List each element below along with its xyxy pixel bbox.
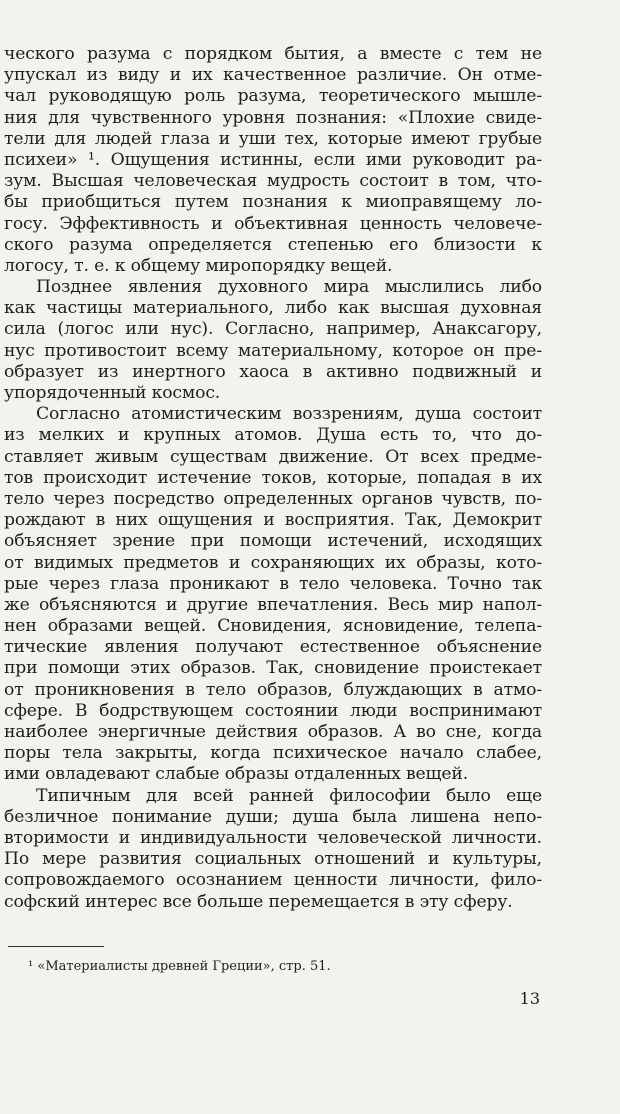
text-line: сопровождаемого осознанием ценности личности, фило- [4,870,542,891]
footnote-marker: ¹ [28,959,34,974]
text-line: наиболее энергичные действия образов. А во сне, когда [4,722,542,742]
text-line: из мелких и крупных атомов. Душа есть то, что до- [4,425,542,446]
text-line: упорядоченный космос. [4,383,221,403]
page-number: 13 [519,989,540,1008]
footnote-divider [8,946,104,947]
text-line: образует из инертного хаоса в активно подвижный и [4,361,542,382]
text-line: тов происходит истечение токов, которые, попадая в их [4,467,542,488]
text-line: ставляет живым существам движение. От всех предме- [4,446,542,467]
text-line: при помощи этих образов. Так, сновидение проистекает [4,658,542,679]
text-line: логосу, т. е. к общему миропорядку вещей. [4,255,393,276]
text-line: вторимости и индивидуальности человеческой личности. [4,827,542,848]
text-line: чал руководящую роль разума, теоретического мышле- [4,86,542,107]
text-line: Согласно атомистическим воззрениям, душа состоит [36,404,542,425]
text-line: психеи» ¹. Ощущения истинны, если ими руководит ра- [4,149,542,170]
text-line: нен образами вещей. Сновидения, ясновидение, телепа- [4,616,542,637]
paragraph-4 [4,786,542,913]
text-line: нус противостоит всему материальному, которое он пре- [4,340,542,361]
text-line: безличное понимание души; душа была лишена непо- [4,806,542,827]
text-line: ими овладевают слабые образы отдаленных вещей. [4,764,469,785]
footnote-text: «Материалисты древней Греции», стр. 51. [37,959,331,974]
text-line: По мере развития социальных отношений и культуры, [4,849,542,870]
text-line: бы приобщиться путем познания к миоправящему ло- [4,192,542,213]
text-line: ского разума определяется степенью его близости к [4,234,542,255]
text-line: рождают в них ощущения и восприятия. Так, Демокрит [4,510,542,531]
text-line: тело через посредство определенных органов чувств, по- [4,488,542,509]
paragraph-3 [4,404,542,785]
text-line: тели для людей глаза и уши тех, которые имеют грубые [4,128,542,149]
text-line: Типичным для всей ранней философии было еще [36,785,542,806]
text-line: ческого разума с порядком бытия, а вместе с тем не [4,44,542,64]
text-line: поры тела закрыты, когда психическое начало слабее, [4,743,542,764]
text-line: объясняет зрение при помощи истечений, исходящих [4,531,542,552]
body-text [4,44,542,913]
footnote [28,959,331,975]
text-line: от видимых предметов и сохраняющих их образы, кото- [4,552,542,573]
text-line: как частицы материального, либо как высшая духовная [4,298,542,319]
text-line: же объясняются и другие впечатления. Весь мир напол- [4,594,542,615]
text-line: ния для чувственного уровня познания: «Плохие свиде- [4,107,542,128]
paragraph-1 [4,44,542,277]
text-line: упускал из виду и их качественное различие. Он отме- [4,65,542,86]
text-line: Позднее явления духовного мира мыслились либо [36,277,542,298]
text-line: сила (логос или нус). Согласно, например, Анаксагору, [4,319,542,340]
text-line: госу. Эффективность и объективная ценность человече- [4,213,542,234]
text-line: от проникновения в тело образов, блуждающих в атмо- [4,679,542,700]
text-line: зум. Высшая человеческая мудрость состоит в том, что- [4,171,542,192]
paragraph-2 [4,277,542,404]
text-line: тические явления получают естественное объяснение [4,637,542,658]
text-line: сфере. В бодрствующем состоянии люди воспринимают [4,700,542,721]
text-line: софский интерес все больше перемещается в эту сферу. [4,891,513,912]
text-line: рые через глаза проникают в тело человека. Точно так [4,573,542,594]
